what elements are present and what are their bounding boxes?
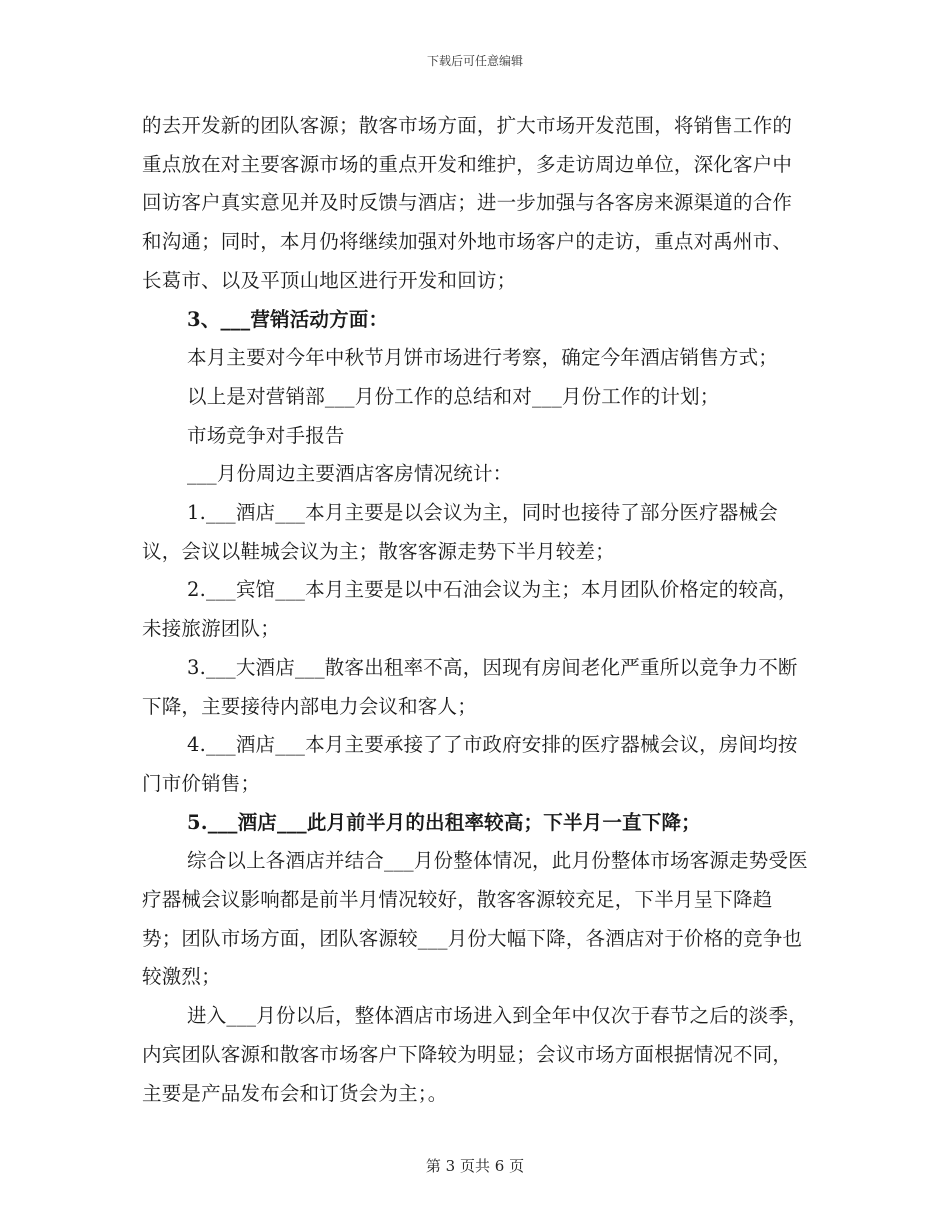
document-body <box>142 107 810 1113</box>
list-item-4: 4.___酒店___本月主要承接了了市政府安排的医疗器械会议，房间均按门市价销售； <box>142 733 798 795</box>
page-footer: 第 3 页共 6 页 <box>425 1157 525 1175</box>
report-title: 市场竞争对手报告 <box>187 423 345 447</box>
list-item-3: 3.___大酒店___散客出租率不高，因现有房间老化严重所以竞争力不断下降，主要接待内部电力会议和客人； <box>142 655 798 718</box>
section-heading-marketing: 3、___营销活动方面： <box>187 307 389 331</box>
list-item-5: 5.___酒店___此月前半月的出租率较高；下半月一直下降； <box>187 810 701 834</box>
list-item-1: 1.___酒店___本月主要是以会议为主，同时也接待了部分医疗器械会议，会议以鞋城会议为主；散客客源走势下半月较差； <box>142 501 778 563</box>
paragraph-4: 以上是对营销部___月份工作的总结和对___月份工作的计划； <box>187 384 720 408</box>
paragraph-6: ___月份周边主要酒店客房情况统计： <box>187 462 513 486</box>
list-item-2: 2.___宾馆___本月主要是以中石油会议为主；本月团队价格定的较高，未接旅游团队； <box>142 578 798 641</box>
paragraph-3: 本月主要对今年中秋节月饼市场进行考察，确定今年酒店销售方式； <box>187 346 779 370</box>
page-header: 下载后可任意编辑 <box>426 54 523 68</box>
paragraph-13: 进入___月份以后，整体酒店市场进入到全年中仅次于春节之后的淡季，内宾团队客源和散客市场客户下降较为明显；会议市场方面根据情况不同，主要是产品发布会和订货会为主；。 <box>142 1004 808 1105</box>
paragraph-1: 的去开发新的团队客源；散客市场方面，扩大市场开发范围，将销售工作的重点放在对主要客源市场的重点开发和维护，多走访周边单位，深化客户中回访客户真实意见并及时反馈与酒店；进一步加强与各客房来源渠道的合作和沟通；同时，本月仍将继续加强对外地市场客户的走访，重点对禹州市、长葛市、以及平顶山地区进行开发和回访； <box>142 114 793 292</box>
paragraph-12: 综合以上各酒店并结合___月份整体情况，此月份整体市场客源走势受医疗器械会议影响都是前半月情况较好，散客客源较充足，下半月呈下降趋势；团队市场方面，团队客源较___月份大幅下降，各酒店对于价格的竞争也较激烈； <box>142 849 808 989</box>
